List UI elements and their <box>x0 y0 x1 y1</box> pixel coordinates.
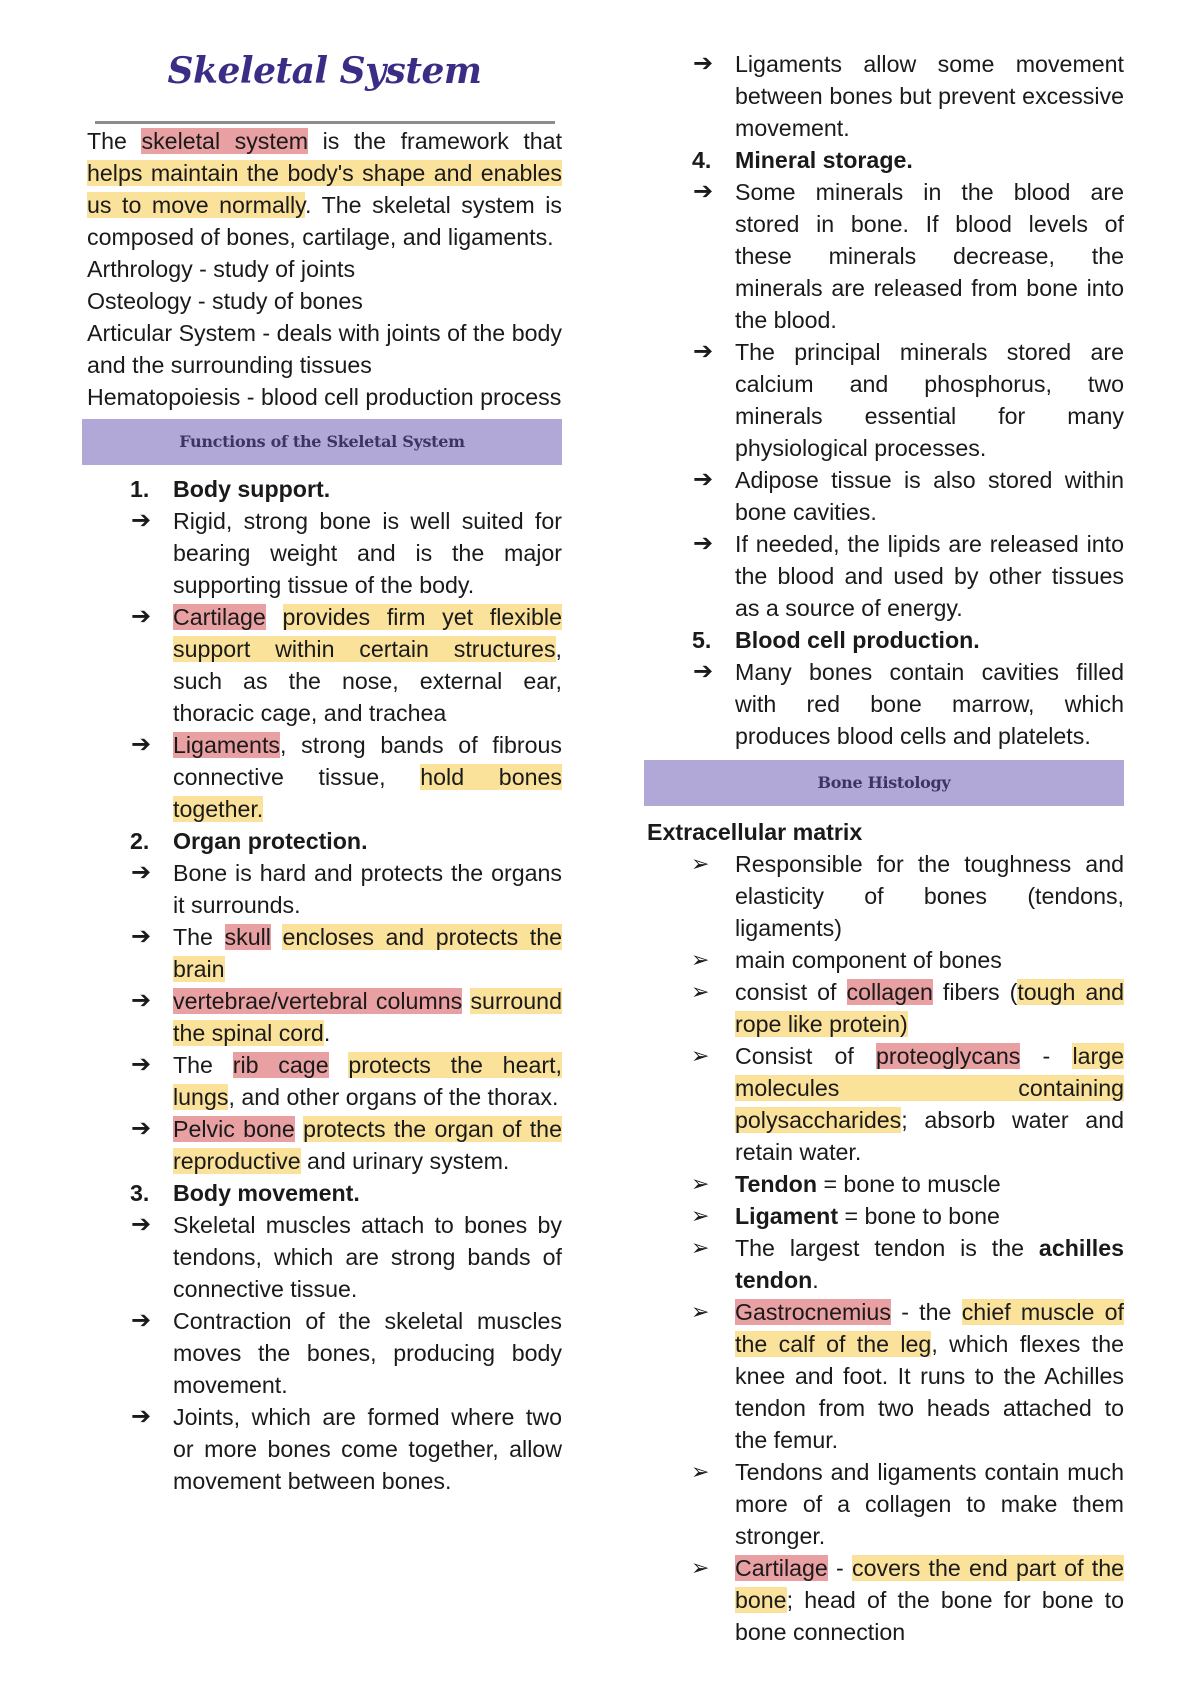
arrowhead-bullet-icon: ➢ <box>691 947 710 972</box>
arrow-bullet-icon: ➔ <box>131 859 152 886</box>
list-item: ➢ main component of bones <box>649 944 1124 976</box>
arrow-bullet-icon: ➔ <box>131 1051 152 1078</box>
arrow-bullet-icon: ➔ <box>693 530 714 557</box>
arrowhead-bullet-icon: ➢ <box>691 1235 710 1260</box>
list-item: ➔ Adipose tissue is also stored within bone cavities. <box>693 466 1124 525</box>
arrowhead-bullet-icon: ➢ <box>691 1299 710 1324</box>
arrow-bullet-icon: ➔ <box>131 923 152 950</box>
function-heading-1: 1. Body support. <box>130 476 331 502</box>
list-item: ➢ Responsible for the toughness and elasticity of bones (tendons, ligaments) <box>649 848 1124 944</box>
left-column <box>87 125 562 1497</box>
list-item: ➔ Joints, which are formed where two or more bones come together, allow movement between bones. <box>131 1403 562 1494</box>
list-item: ➔ If needed, the lipids are released into the blood and used by other tissues as a source of energy. <box>693 530 1124 621</box>
page-title: Skeletal System <box>167 50 482 92</box>
arrow-bullet-icon: ➔ <box>693 50 714 77</box>
list-item: ➔ Pelvic bone protects the organ of the reproductive and urinary system. <box>131 1115 562 1174</box>
function-heading-2: 2. Organ protection. <box>130 828 368 854</box>
arrowhead-bullet-icon: ➢ <box>691 1459 710 1484</box>
list-item: ➔ Ligaments, strong bands of fibrous connective tissue, hold bones together. <box>131 731 562 822</box>
list-item: ➢ Consist of proteoglycans - large molecules containing polysaccharides; absorb water and retain water. <box>649 1040 1124 1168</box>
arrow-bullet-icon: ➔ <box>131 987 152 1014</box>
arrow-bullet-icon: ➔ <box>693 338 714 365</box>
arrow-bullet-icon: ➔ <box>693 658 714 685</box>
arrow-bullet-icon: ➔ <box>131 1403 152 1430</box>
list-item: ➔ Skeletal muscles attach to bones by tendons, which are strong bands of connective tissue. <box>131 1211 562 1302</box>
list-item: ➔ vertebrae/vertebral columns surround the spinal cord. <box>131 987 562 1046</box>
arrowhead-bullet-icon: ➢ <box>691 1171 710 1196</box>
section-header-bone-histology: Bone Histology <box>644 760 1124 806</box>
arrowhead-bullet-icon: ➢ <box>691 1555 710 1580</box>
right-column <box>649 48 1124 1648</box>
list-item: ➔ Rigid, strong bone is well suited for bearing weight and is the major supporting tissue of the body. <box>131 507 562 598</box>
list-item: ➢ Tendons and ligaments contain much more of a collagen to make them stronger. <box>649 1456 1124 1552</box>
arrowhead-bullet-icon: ➢ <box>691 979 710 1004</box>
list-item: ➔ Many bones contain cavities filled with red bone marrow, which produces blood cells and platelets. <box>693 658 1124 749</box>
list-item: ➢ The largest tendon is the achilles tendon. <box>649 1232 1124 1296</box>
list-item: ➢ Tendon = bone to muscle <box>649 1168 1124 1200</box>
function-heading-5: 5. Blood cell production. <box>692 627 980 653</box>
function-heading-4: 4. Mineral storage. <box>692 147 913 173</box>
list-item: ➔ Contraction of the skeletal muscles moves the bones, producing body movement. <box>131 1307 562 1398</box>
definition-arthrology: Arthrology - study of joints <box>87 256 356 282</box>
arrow-bullet-icon: ➔ <box>693 178 714 205</box>
arrow-bullet-icon: ➔ <box>693 466 714 493</box>
list-item: ➔ Ligaments allow some movement between bones but prevent excessive movement. <box>693 50 1124 141</box>
list-item: ➢ Gastrocnemius - the chief muscle of the calf of the leg, which flexes the knee and foot. It runs to the Achilles tendon from two heads attached to the femur. <box>649 1296 1124 1456</box>
section-header-functions: Functions of the Skeletal System <box>82 419 562 465</box>
definition-hematopoiesis: Hematopoiesis - blood cell production process <box>87 384 562 410</box>
intro-paragraph: The skeletal system is the framework that helps maintain the body's shape and enables us to move normally. The skeletal system is composed of bones, cartilage, and ligaments. <box>87 128 563 250</box>
arrowhead-bullet-icon: ➢ <box>691 851 710 876</box>
arrow-bullet-icon: ➔ <box>131 731 152 758</box>
definition-osteology: Osteology - study of bones <box>87 288 363 314</box>
arrow-bullet-icon: ➔ <box>131 507 152 534</box>
list-item: ➔ The rib cage protects the heart, lungs, and other organs of the thorax. <box>131 1051 562 1110</box>
arrow-bullet-icon: ➔ <box>131 603 152 630</box>
title-divider <box>95 121 555 124</box>
list-item: ➔ Cartilage provides firm yet flexible support within certain structures, such as the nose, external ear, thoracic cage, and trachea <box>131 603 562 726</box>
list-item: ➔ The principal minerals stored are calcium and phosphorus, two minerals essential for many physiological processes. <box>693 338 1124 461</box>
arrowhead-bullet-icon: ➢ <box>691 1043 710 1068</box>
arrowhead-bullet-icon: ➢ <box>691 1203 710 1228</box>
definition-articular: Articular System - deals with joints of the body and the surrounding tissues <box>87 320 562 378</box>
list-item: ➢ Ligament = bone to bone <box>649 1200 1124 1232</box>
list-item: ➢ Cartilage - covers the end part of the bone; head of the bone for bone to bone connection <box>649 1552 1124 1648</box>
arrow-bullet-icon: ➔ <box>131 1115 152 1142</box>
list-item: ➔ Bone is hard and protects the organs it surrounds. <box>131 859 562 918</box>
function-heading-3: 3. Body movement. <box>130 1180 360 1206</box>
ecm-heading: Extracellular matrix <box>647 819 863 845</box>
arrow-bullet-icon: ➔ <box>131 1307 152 1334</box>
arrow-bullet-icon: ➔ <box>131 1211 152 1238</box>
list-item: ➔ Some minerals in the blood are stored in bone. If blood levels of these minerals decrease, the minerals are released from bone into the blood. <box>693 178 1124 333</box>
list-item: ➔ The skull encloses and protects the brain <box>131 923 562 982</box>
list-item: ➢ consist of collagen fibers (tough and rope like protein) <box>649 976 1124 1040</box>
